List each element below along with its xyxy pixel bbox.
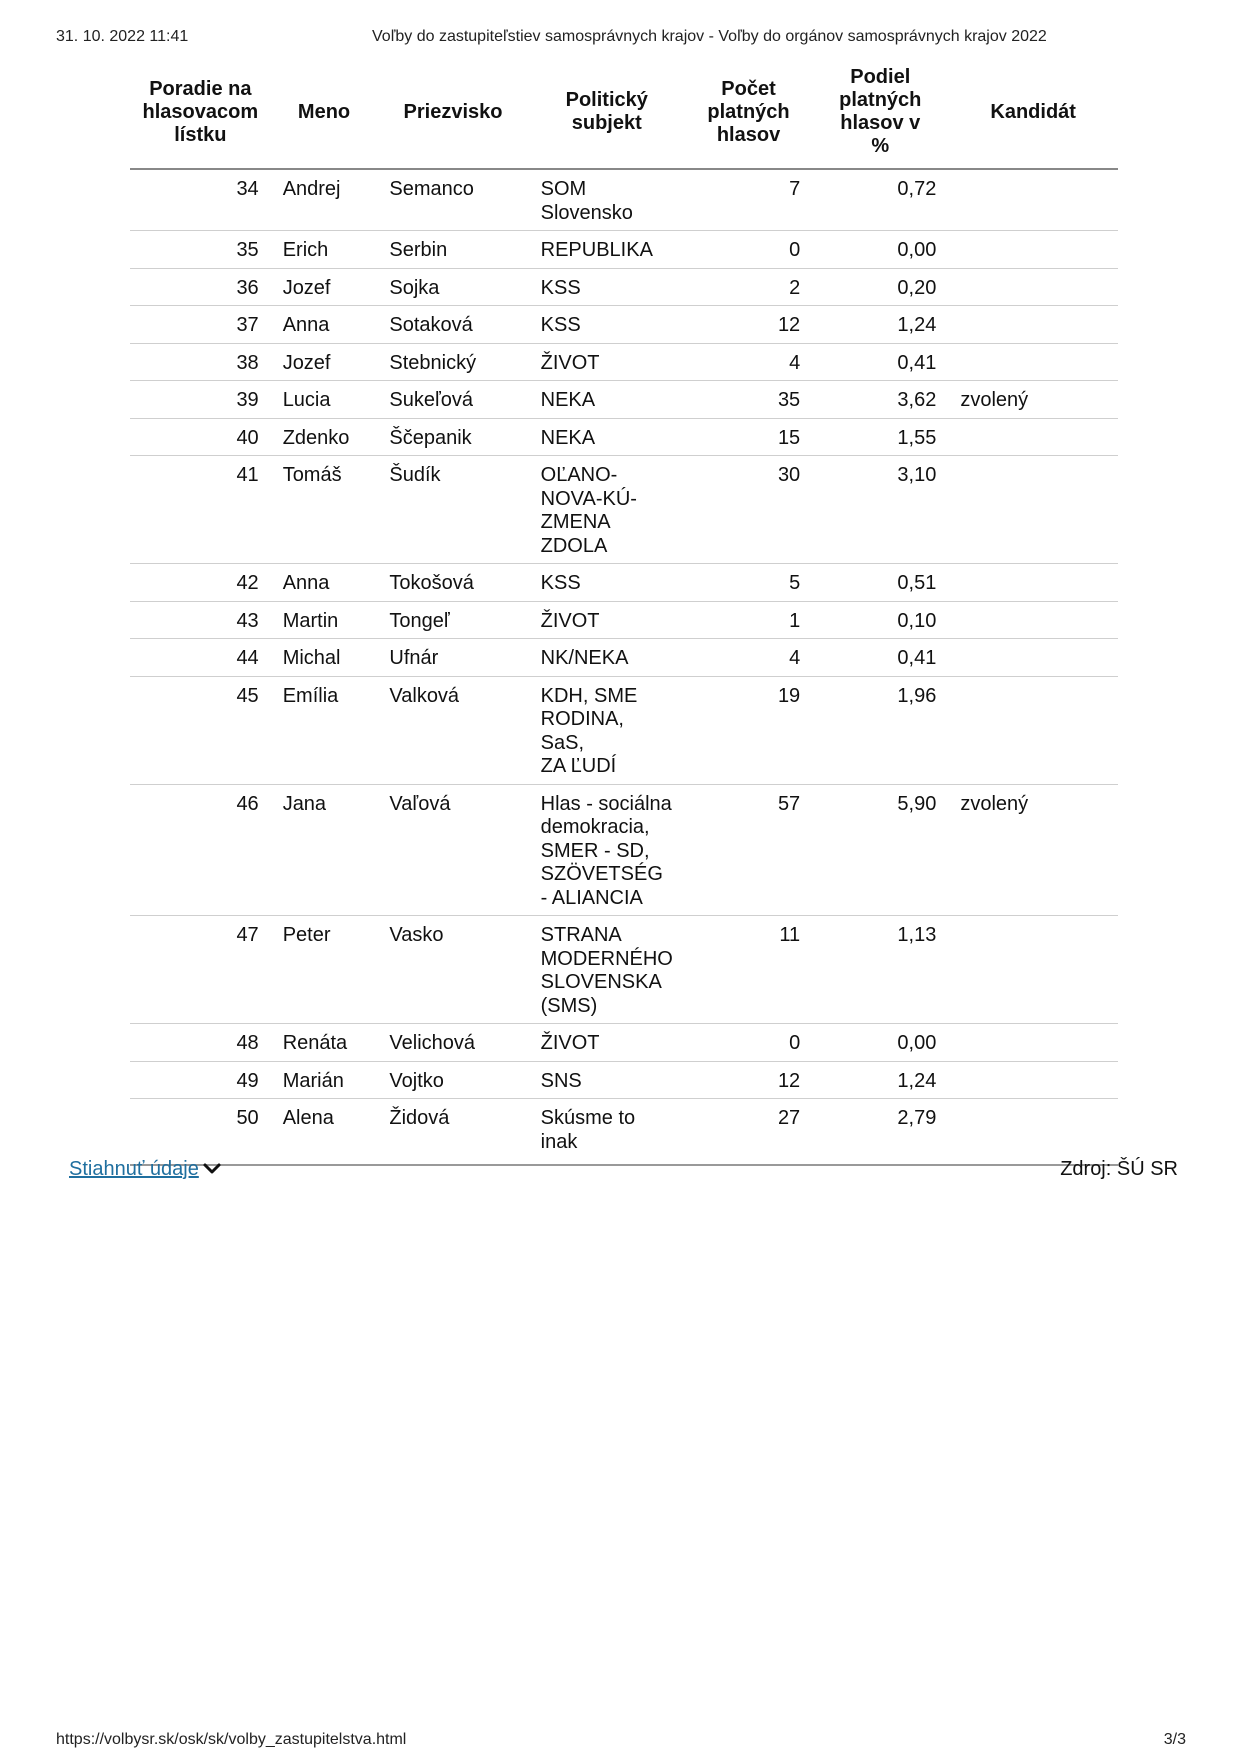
party-line: Skúsme to — [540, 1107, 636, 1129]
cell-last-name: Vaľová — [377, 784, 528, 916]
cell-last-name: Stebnický — [377, 343, 528, 381]
party-line: OĽANO- — [540, 464, 618, 486]
cell-first-name: Michal — [271, 639, 378, 677]
cell-first-name: Emília — [271, 676, 378, 784]
cell-last-name: Sotaková — [377, 306, 528, 344]
table-row — [130, 784, 1118, 916]
table-row — [130, 231, 1118, 269]
party-line: ZMENA — [540, 511, 611, 533]
table-body — [130, 169, 1118, 1165]
cell-share: 0,10 — [812, 601, 948, 639]
header-party: Politický subjekt — [529, 66, 685, 169]
party-line: RODINA, SaS, — [540, 708, 624, 754]
party-line: Hlas - sociálna — [540, 792, 672, 815]
cell-first-name: Jozef — [271, 268, 378, 306]
cell-party — [529, 1061, 685, 1099]
cell-first-name: Anna — [271, 564, 378, 602]
results-table — [130, 66, 1118, 1166]
party-line: STRANA — [540, 924, 622, 946]
print-page-number: 3/3 — [1163, 1731, 1186, 1748]
cell-share: 1,55 — [812, 418, 948, 456]
party-line: (SMS) — [540, 994, 598, 1017]
table-row — [130, 676, 1118, 784]
cell-candidate-status — [948, 306, 1118, 344]
party-line: NEKA — [540, 426, 596, 449]
cell-share: 0,41 — [812, 343, 948, 381]
cell-first-name: Jozef — [271, 343, 378, 381]
cell-candidate-status — [948, 676, 1118, 784]
cell-party — [529, 169, 685, 231]
party-line: KSS — [540, 314, 581, 336]
cell-last-name: Velichová — [377, 1024, 528, 1062]
cell-order: 44 — [130, 639, 271, 677]
header-first-name: Meno — [271, 66, 378, 169]
party-line: SLOVENSKA — [540, 971, 662, 993]
cell-votes: 0 — [685, 1024, 812, 1062]
cell-share: 0,51 — [812, 564, 948, 602]
cell-share: 1,13 — [812, 916, 948, 1024]
table-row — [130, 418, 1118, 456]
cell-first-name: Renáta — [271, 1024, 378, 1062]
cell-party — [529, 676, 685, 784]
cell-votes: 4 — [685, 343, 812, 381]
cell-order: 37 — [130, 306, 271, 344]
cell-candidate-status — [948, 1024, 1118, 1062]
cell-order: 39 — [130, 381, 271, 419]
cell-party — [529, 418, 685, 456]
table-row — [130, 169, 1118, 231]
table-row — [130, 1099, 1118, 1166]
party-line: inak — [540, 1130, 578, 1153]
cell-order: 46 — [130, 784, 271, 916]
cell-first-name: Andrej — [271, 169, 378, 231]
cell-candidate-status — [948, 418, 1118, 456]
party-line: NK/NEKA — [540, 647, 629, 669]
cell-party — [529, 639, 685, 677]
party-line: NOVA-KÚ- — [540, 487, 637, 510]
cell-candidate-status — [948, 916, 1118, 1024]
cell-votes: 30 — [685, 456, 812, 564]
table-row — [130, 381, 1118, 419]
cell-order: 41 — [130, 456, 271, 564]
cell-order: 35 — [130, 231, 271, 269]
cell-last-name: Sukeľová — [377, 381, 528, 419]
cell-last-name: Valková — [377, 676, 528, 784]
table-row — [130, 306, 1118, 344]
cell-votes: 19 — [685, 676, 812, 784]
download-data-label: Stiahnuť údaje — [69, 1158, 199, 1180]
cell-votes: 2 — [685, 268, 812, 306]
party-line: NEKA — [540, 389, 596, 411]
cell-votes: 5 — [685, 564, 812, 602]
cell-order: 34 — [130, 169, 271, 231]
party-line: SMER - SD, — [540, 839, 650, 862]
table-header-row — [130, 66, 1118, 169]
party-line: - ALIANCIA — [540, 886, 643, 909]
download-data-link[interactable] — [69, 1158, 223, 1181]
cell-votes: 4 — [685, 639, 812, 677]
cell-last-name: Vasko — [377, 916, 528, 1024]
cell-share: 0,72 — [812, 169, 948, 231]
cell-candidate-status — [948, 601, 1118, 639]
table-row — [130, 268, 1118, 306]
cell-first-name: Lucia — [271, 381, 378, 419]
cell-party — [529, 268, 685, 306]
cell-first-name: Peter — [271, 916, 378, 1024]
print-url: https://volbysr.sk/osk/sk/volby_zastupitelstva.html — [56, 1731, 407, 1748]
header-votes: Počet platných hlasov — [685, 66, 812, 169]
cell-share: 0,00 — [812, 1024, 948, 1062]
cell-share: 1,24 — [812, 306, 948, 344]
header-last-name: Priezvisko — [377, 66, 528, 169]
cell-party — [529, 1099, 685, 1166]
table-row — [130, 564, 1118, 602]
cell-last-name: Semanco — [377, 169, 528, 231]
print-page-title: Voľby do zastupiteľstiev samosprávnych krajov - Voľby do orgánov samosprávnych krajov 2022 — [372, 28, 1047, 45]
cell-share: 5,90 — [812, 784, 948, 916]
table-row — [130, 456, 1118, 564]
cell-last-name: Tokošová — [377, 564, 528, 602]
table-row — [130, 1024, 1118, 1062]
cell-share: 2,79 — [812, 1099, 948, 1166]
party-line: KSS — [540, 276, 581, 299]
print-datetime: 31. 10. 2022 11:41 — [56, 28, 189, 45]
table-row — [130, 916, 1118, 1024]
cell-first-name: Anna — [271, 306, 378, 344]
chevron-down-icon — [201, 1159, 223, 1179]
cell-order: 42 — [130, 564, 271, 602]
cell-votes: 7 — [685, 169, 812, 231]
party-line: ŽIVOT — [540, 1032, 600, 1054]
cell-candidate-status: zvolený — [948, 784, 1118, 916]
cell-first-name: Martin — [271, 601, 378, 639]
cell-party — [529, 381, 685, 419]
party-line: KSS — [540, 572, 581, 594]
cell-share: 0,41 — [812, 639, 948, 677]
party-line: demokracia, — [540, 816, 650, 838]
header-share: Podiel platných hlasov v % — [812, 66, 948, 169]
cell-party — [529, 784, 685, 916]
cell-share: 0,20 — [812, 268, 948, 306]
cell-first-name: Jana — [271, 784, 378, 916]
cell-order: 40 — [130, 418, 271, 456]
table-row — [130, 601, 1118, 639]
cell-order: 36 — [130, 268, 271, 306]
cell-order: 43 — [130, 601, 271, 639]
cell-share: 3,62 — [812, 381, 948, 419]
cell-order: 50 — [130, 1099, 271, 1166]
cell-last-name: Ščepanik — [377, 418, 528, 456]
cell-share: 1,96 — [812, 676, 948, 784]
table-footer — [69, 1158, 1178, 1186]
cell-votes: 11 — [685, 916, 812, 1024]
cell-party — [529, 231, 685, 269]
cell-candidate-status — [948, 268, 1118, 306]
cell-last-name: Šudík — [377, 456, 528, 564]
cell-party — [529, 564, 685, 602]
cell-votes: 35 — [685, 381, 812, 419]
header-candidate: Kandidát — [948, 66, 1118, 169]
party-line: Slovensko — [540, 201, 633, 224]
cell-first-name: Erich — [271, 231, 378, 269]
cell-votes: 57 — [685, 784, 812, 916]
data-source: Zdroj: ŠÚ SR — [1060, 1158, 1178, 1180]
cell-first-name: Alena — [271, 1099, 378, 1166]
cell-share: 1,24 — [812, 1061, 948, 1099]
cell-candidate-status — [948, 169, 1118, 231]
cell-votes: 12 — [685, 306, 812, 344]
cell-candidate-status — [948, 1061, 1118, 1099]
cell-candidate-status — [948, 456, 1118, 564]
table-row — [130, 343, 1118, 381]
cell-order: 47 — [130, 916, 271, 1024]
party-line: SZÖVETSÉG — [540, 863, 663, 885]
cell-votes: 1 — [685, 601, 812, 639]
party-line: ZDOLA — [540, 534, 608, 557]
cell-first-name: Tomáš — [271, 456, 378, 564]
print-footer — [56, 1731, 1186, 1753]
cell-candidate-status — [948, 1099, 1118, 1166]
cell-share: 0,00 — [812, 231, 948, 269]
cell-party — [529, 916, 685, 1024]
cell-votes: 27 — [685, 1099, 812, 1166]
header-order: Poradie na hlasovacom lístku — [130, 66, 271, 169]
print-header — [56, 28, 1186, 52]
party-line: SNS — [540, 1069, 582, 1092]
table-row — [130, 639, 1118, 677]
cell-order: 38 — [130, 343, 271, 381]
cell-candidate-status — [948, 231, 1118, 269]
cell-order: 49 — [130, 1061, 271, 1099]
cell-last-name: Serbin — [377, 231, 528, 269]
cell-last-name: Ufnár — [377, 639, 528, 677]
cell-party — [529, 601, 685, 639]
cell-share: 3,10 — [812, 456, 948, 564]
party-line: ŽIVOT — [540, 609, 600, 632]
cell-party — [529, 456, 685, 564]
party-line: REPUBLIKA — [540, 239, 653, 261]
cell-last-name: Sojka — [377, 268, 528, 306]
party-line: KDH, SME — [540, 684, 638, 707]
cell-votes: 15 — [685, 418, 812, 456]
cell-party — [529, 306, 685, 344]
cell-party — [529, 343, 685, 381]
cell-votes: 0 — [685, 231, 812, 269]
party-line: ZA ĽUDÍ — [540, 755, 617, 777]
cell-first-name: Marián — [271, 1061, 378, 1099]
table-row — [130, 1061, 1118, 1099]
cell-order: 48 — [130, 1024, 271, 1062]
cell-candidate-status — [948, 564, 1118, 602]
cell-first-name: Zdenko — [271, 418, 378, 456]
party-line: MODERNÉHO — [540, 947, 673, 970]
cell-last-name: Tongeľ — [377, 601, 528, 639]
cell-votes: 12 — [685, 1061, 812, 1099]
party-line: SOM — [540, 178, 587, 200]
cell-candidate-status — [948, 343, 1118, 381]
cell-party — [529, 1024, 685, 1062]
cell-last-name: Vojtko — [377, 1061, 528, 1099]
cell-candidate-status: zvolený — [948, 381, 1118, 419]
cell-last-name: Židová — [377, 1099, 528, 1166]
cell-order: 45 — [130, 676, 271, 784]
cell-candidate-status — [948, 639, 1118, 677]
party-line: ŽIVOT — [540, 351, 600, 374]
